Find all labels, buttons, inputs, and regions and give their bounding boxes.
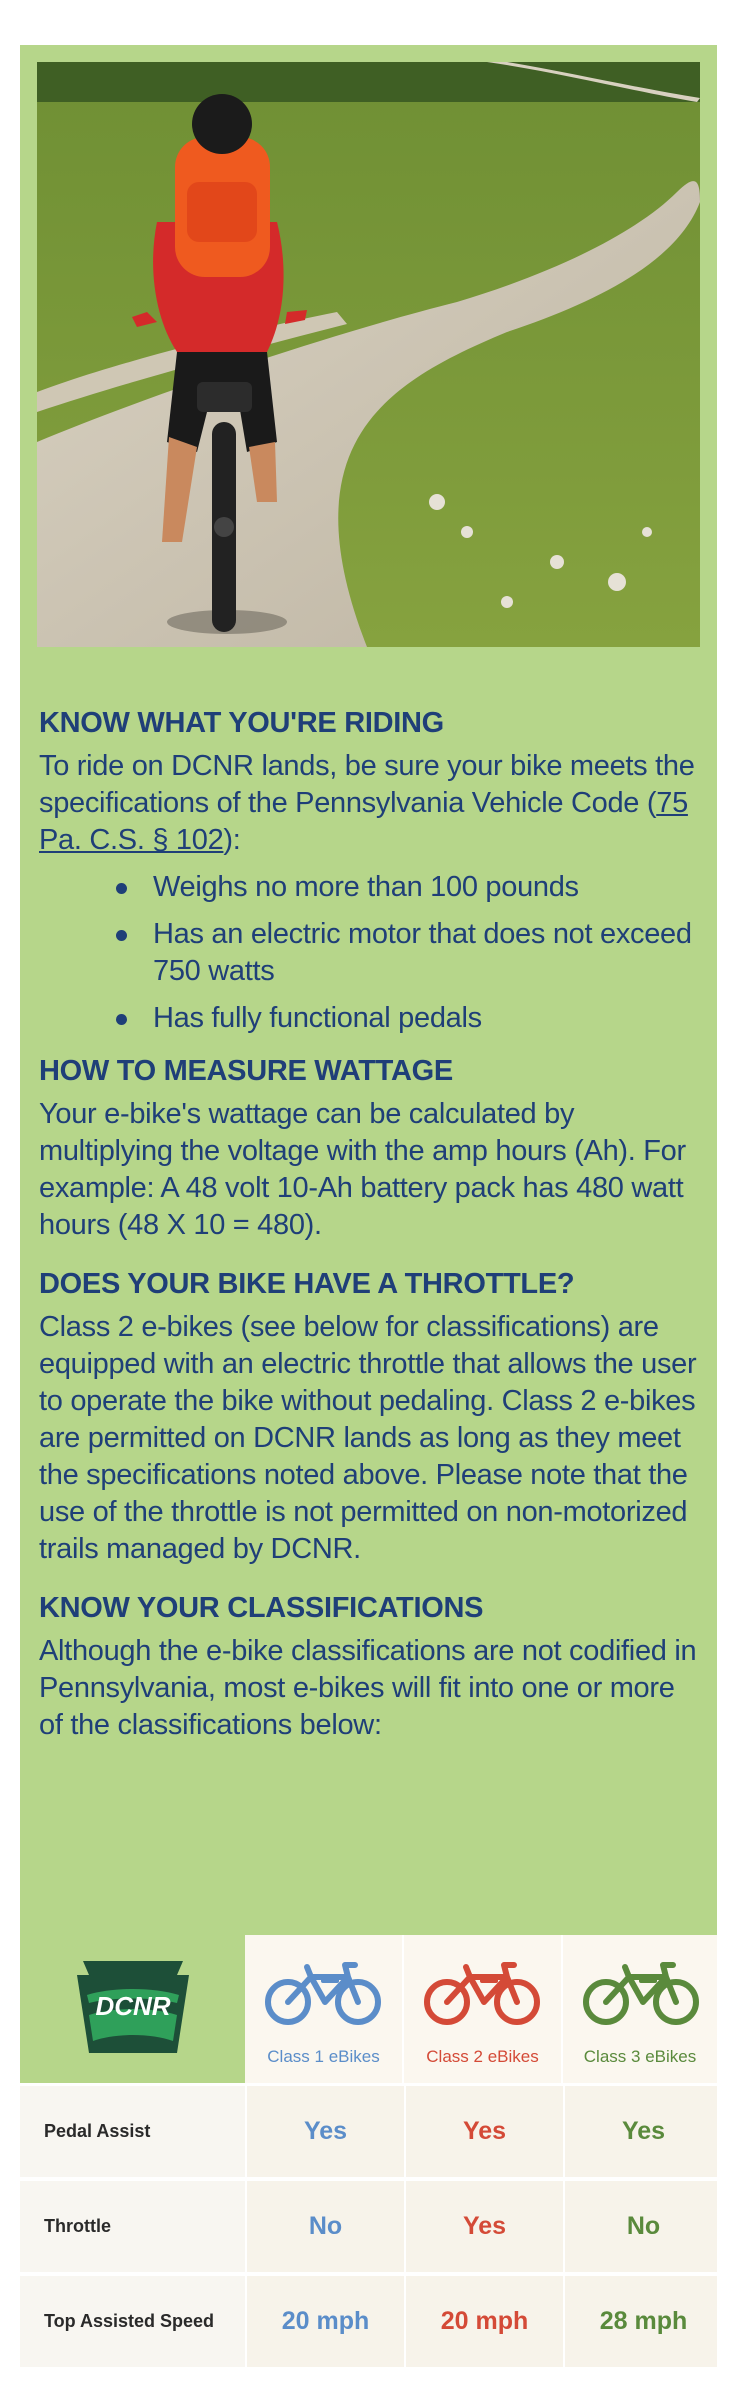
riding-requirements-list <box>39 869 704 1037</box>
list-item: Has an electric motor that does not exceed 750 watts <box>39 916 704 990</box>
row-label: Pedal Assist <box>44 2121 151 2141</box>
section-heading-riding: KNOW WHAT YOU'RE RIDING <box>39 707 444 739</box>
wattage-body: Your e-bike's wattage can be calculated by multiplying the voltage with the amp hours (Ah). For example: A 48 volt 10-Ah battery pack has 480 watt hours (48 X 10 = 480). <box>39 1098 686 1241</box>
vehicle-code-link[interactable]: 75 Pa. C.S. § 102 <box>39 787 688 856</box>
bike-class2-icon <box>422 1957 542 2027</box>
table-cell: 20 mph <box>404 2276 563 2367</box>
bike-class3-icon <box>581 1957 701 2027</box>
riding-intro <box>39 748 704 859</box>
cyclist-photo-image <box>37 62 700 647</box>
dcnr-logo-text: DCNR <box>95 1991 171 2021</box>
info-card <box>20 45 717 1935</box>
hero-photo <box>37 62 700 647</box>
table-cell: Yes <box>404 2086 563 2177</box>
column-label: Class 1 eBikes <box>267 2047 380 2066</box>
classification-table <box>20 1935 717 2365</box>
list-item: Has fully functional pedals <box>39 1000 704 1037</box>
content-body <box>39 707 704 1744</box>
dcnr-keystone-logo <box>73 1953 193 2063</box>
classifications-body: Although the e-bike classifications are not codified in Pennsylvania, most e-bikes will fit into one or more of the classifications below: <box>39 1635 697 1741</box>
riding-intro-tail: ): <box>223 824 241 856</box>
table-row <box>20 2181 717 2272</box>
table-cell: No <box>245 2181 404 2272</box>
table-row <box>20 2086 717 2177</box>
table-cell: Yes <box>245 2086 404 2177</box>
table-cell: No <box>563 2181 722 2272</box>
list-item: Weighs no more than 100 pounds <box>39 869 704 906</box>
row-label: Throttle <box>44 2216 111 2236</box>
throttle-body: Class 2 e-bikes (see below for classifications) are equipped with an electric throttle that allows the user to operate the bike without pedaling. Class 2 e-bikes are permitted on DCNR lands as long as they meet the specifications noted above. Please note that the use of the throttle is not permitted on non-motorized trails managed by DCNR. <box>39 1311 697 1565</box>
section-heading-classifications: KNOW YOUR CLASSIFICATIONS <box>39 1592 484 1624</box>
table-cell: 28 mph <box>563 2276 722 2367</box>
column-label: Class 2 eBikes <box>426 2047 539 2066</box>
row-label: Top Assisted Speed <box>44 2311 215 2331</box>
bike-class1-icon <box>263 1957 383 2027</box>
riding-intro-lead: To ride on DCNR lands, be sure your bike meets the specifications of the Pennsylvania Vehicle Code ( <box>39 750 695 819</box>
section-heading-wattage: HOW TO MEASURE WATTAGE <box>39 1055 453 1087</box>
section-heading-throttle: DOES YOUR BIKE HAVE A THROTTLE? <box>39 1268 575 1300</box>
table-cell: Yes <box>563 2086 722 2177</box>
column-label: Class 3 eBikes <box>583 2047 697 2066</box>
table-header-class2 <box>404 1935 561 2083</box>
table-cell: 20 mph <box>245 2276 404 2367</box>
table-header-class1 <box>245 1935 402 2083</box>
table-cell: Yes <box>404 2181 563 2272</box>
table-row <box>20 2276 717 2367</box>
table-logo-cell <box>20 1935 245 2083</box>
table-header-class3 <box>563 1935 717 2083</box>
